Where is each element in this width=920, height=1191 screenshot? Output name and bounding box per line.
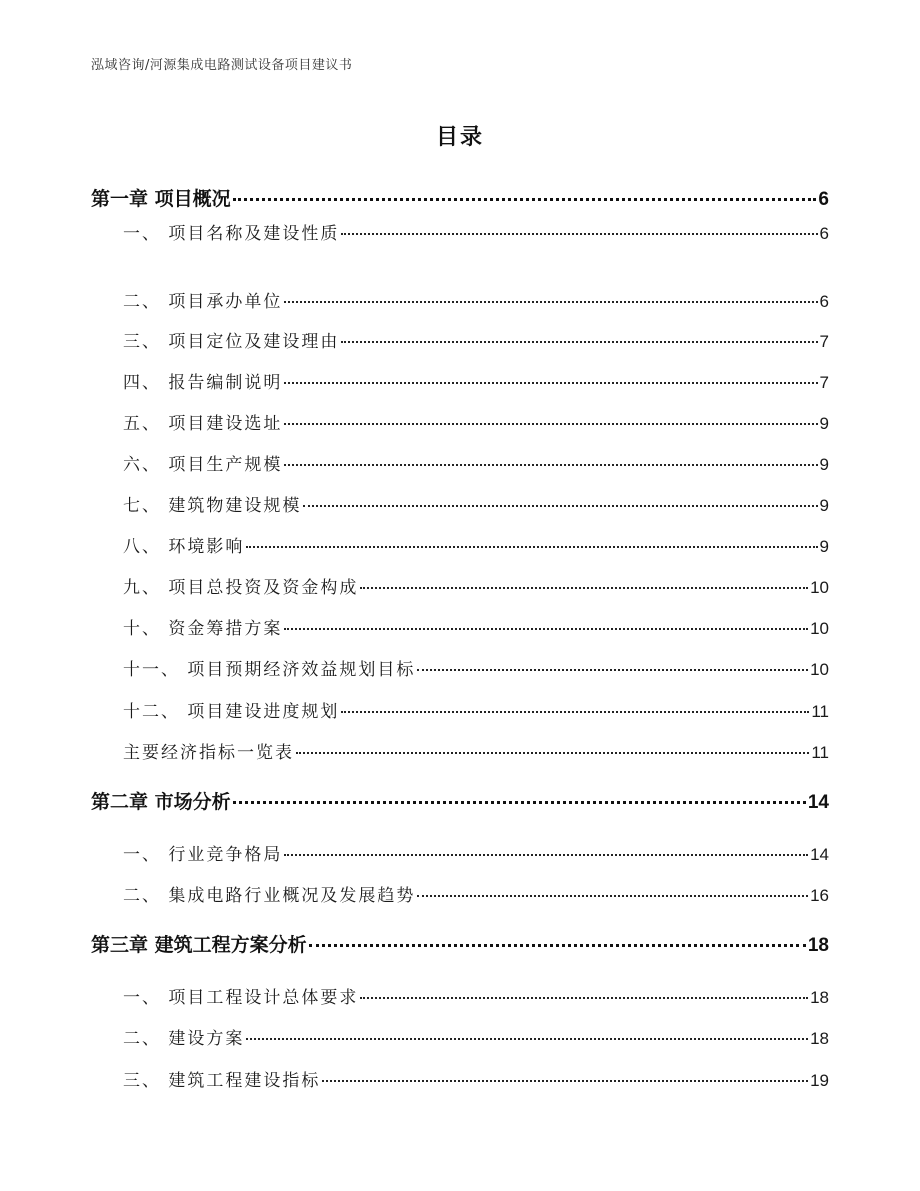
toc-page-number: 9 (819, 455, 829, 474)
toc-leader-dots (284, 854, 808, 856)
toc-entry-label: 一、 项目名称及建设性质 (123, 224, 340, 244)
toc-page-number: 10 (810, 660, 829, 679)
toc-leader-dots (246, 546, 817, 548)
toc-entry-label: 四、 报告编制说明 (123, 373, 283, 393)
toc-page-number: 6 (818, 189, 829, 210)
toc-entry-label: 主要经济指标一览表 (123, 743, 294, 763)
toc-page-number: 10 (810, 578, 829, 597)
toc-chapter-2[interactable] (91, 787, 829, 814)
toc-section-1-6[interactable] (123, 450, 829, 475)
toc-leader-dots (233, 198, 817, 201)
toc-leader-dots (341, 233, 817, 235)
toc-leader-dots (284, 628, 808, 630)
toc-section-3-2[interactable] (123, 1024, 829, 1049)
toc-leader-dots (417, 669, 808, 671)
toc-entry-label: 二、 建设方案 (123, 1029, 245, 1049)
toc-chapter-1[interactable] (91, 184, 829, 211)
toc-page-number: 9 (819, 537, 829, 556)
toc-section-1-13[interactable] (123, 738, 829, 763)
toc-page-number: 6 (819, 292, 829, 311)
toc-entry-label: 二、 集成电路行业概况及发展趋势 (123, 886, 416, 906)
toc-page-number: 11 (811, 702, 829, 721)
toc-entry-label: 三、 项目定位及建设理由 (123, 332, 340, 352)
toc-page-number: 18 (810, 1029, 829, 1048)
toc-leader-dots (417, 895, 808, 897)
toc-entry-label: 八、 环境影响 (123, 537, 245, 557)
toc-entry-label: 十一、 项目预期经济效益规划目标 (123, 660, 416, 680)
toc-entry-label: 六、 项目生产规模 (123, 455, 283, 475)
running-header: 泓域咨询/河源集成电路测试设备项目建议书 (91, 58, 353, 73)
toc-section-2-2[interactable] (123, 881, 829, 906)
toc-section-3-3[interactable] (123, 1066, 829, 1091)
toc-section-2-1[interactable] (123, 840, 829, 865)
toc-leader-dots (246, 1038, 808, 1040)
toc-chapter-3[interactable] (91, 930, 829, 957)
toc-entry-label: 二、 项目承办单位 (123, 292, 283, 312)
toc-page-number: 16 (810, 886, 829, 905)
toc-page-number: 9 (819, 414, 829, 433)
toc-leader-dots (309, 944, 806, 947)
toc-section-1-7[interactable] (123, 491, 829, 516)
toc-leader-dots (360, 997, 808, 999)
toc-entry-label: 十、 资金筹措方案 (123, 619, 283, 639)
toc-entry-label: 五、 项目建设选址 (123, 414, 283, 434)
toc-leader-dots (284, 423, 817, 425)
toc-leader-dots (341, 711, 809, 713)
toc-leader-dots (284, 464, 817, 466)
toc-page-number: 10 (810, 619, 829, 638)
toc-page-number: 14 (810, 845, 829, 864)
toc-page-number: 18 (807, 935, 829, 956)
toc-entry-label: 十二、 项目建设进度规划 (123, 702, 340, 722)
toc-leader-dots (360, 587, 808, 589)
toc-leader-dots (303, 505, 817, 507)
toc-section-1-8[interactable] (123, 532, 829, 557)
toc-section-1-12[interactable] (123, 697, 829, 722)
toc-page-number: 18 (810, 988, 829, 1007)
toc-entry-label: 一、 行业竞争格局 (123, 845, 283, 865)
toc-page-number: 11 (811, 743, 829, 762)
toc-section-1-10[interactable] (123, 614, 829, 639)
toc-entry-label: 三、 建筑工程建设指标 (123, 1071, 321, 1091)
toc-section-1-5[interactable] (123, 409, 829, 434)
toc-entry-label: 第一章 项目概况 (91, 188, 231, 210)
toc-leader-dots (341, 341, 817, 343)
toc-leader-dots (284, 382, 817, 384)
toc-section-1-1[interactable] (123, 219, 829, 244)
page-title: 目录 (435, 125, 484, 150)
toc-section-1-2[interactable] (123, 287, 829, 312)
toc-page-number: 19 (810, 1071, 829, 1090)
toc-page-number: 7 (819, 373, 829, 392)
toc-entry-label: 七、 建筑物建设规模 (123, 496, 302, 516)
toc-page-number: 7 (819, 332, 829, 351)
toc-section-1-11[interactable] (123, 655, 829, 680)
toc-entry-label: 第二章 市场分析 (91, 791, 231, 813)
toc-page-number: 14 (807, 792, 829, 813)
toc-section-1-3[interactable] (123, 327, 829, 352)
toc-leader-dots (233, 801, 806, 804)
toc-section-1-9[interactable] (123, 573, 829, 598)
toc-page-number: 9 (819, 496, 829, 515)
toc-entry-label: 一、 项目工程设计总体要求 (123, 988, 359, 1008)
toc-section-1-4[interactable] (123, 368, 829, 393)
toc-entry-label: 九、 项目总投资及资金构成 (123, 578, 359, 598)
toc-leader-dots (284, 301, 817, 303)
toc-section-3-1[interactable] (123, 983, 829, 1008)
toc-leader-dots (322, 1080, 808, 1082)
toc-leader-dots (296, 752, 809, 754)
toc-entry-label: 第三章 建筑工程方案分析 (91, 934, 307, 956)
toc-page-number: 6 (819, 224, 829, 243)
